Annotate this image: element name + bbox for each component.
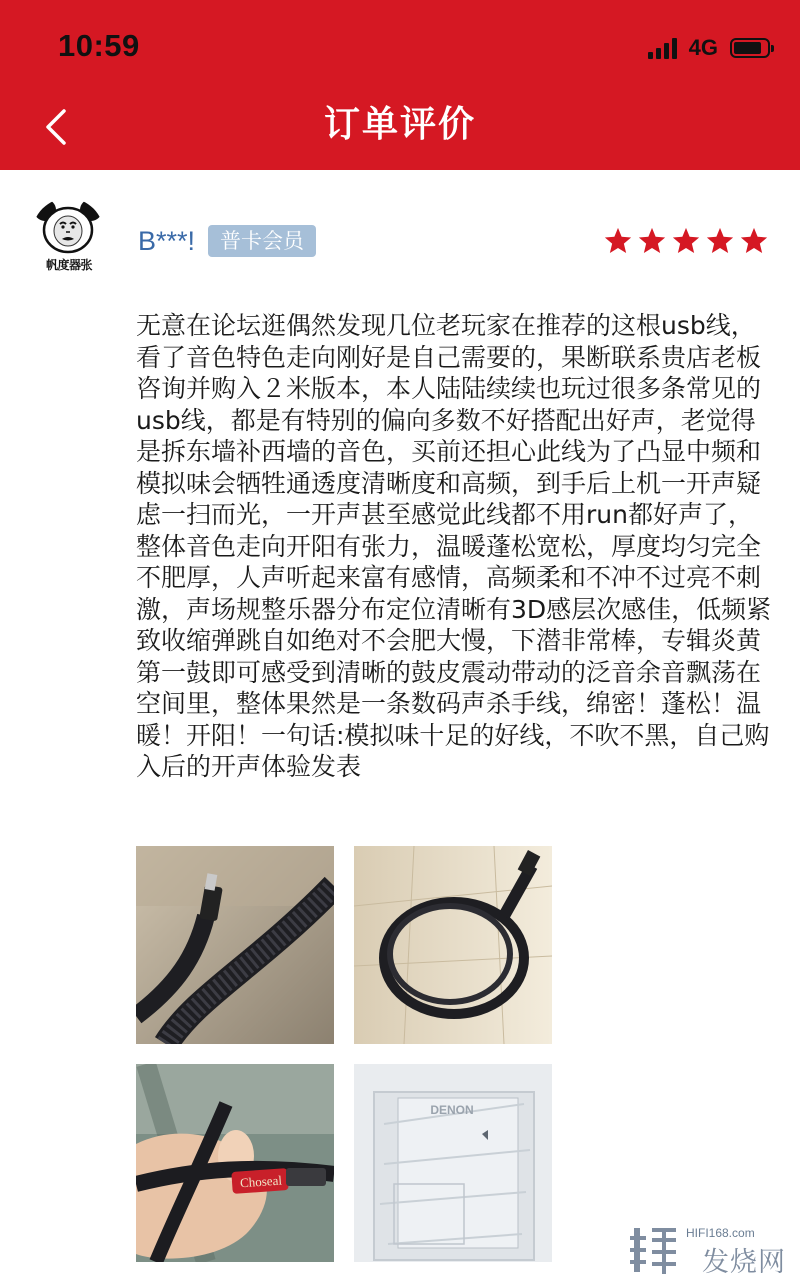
watermark-url: HIFI168.com <box>686 1226 755 1240</box>
star-icon <box>739 226 769 256</box>
status-time: 10:59 <box>58 28 140 63</box>
star-icon <box>603 226 633 256</box>
watermark-name: 发烧网 <box>702 1247 786 1278</box>
usb-cable-photo <box>136 846 334 1044</box>
cable-brand-label: Choseal <box>239 1172 283 1191</box>
denon-box-photo <box>354 1064 552 1262</box>
avatar-caption: 帆度器张 <box>45 258 92 272</box>
member-badge: 普卡会员 <box>208 225 316 257</box>
star-rating <box>603 226 769 256</box>
cable-hand-photo <box>136 1064 334 1262</box>
box-brand-label: DENON <box>430 1103 474 1117</box>
star-icon <box>671 226 701 256</box>
signal-icon <box>648 37 677 59</box>
status-indicators <box>648 34 770 62</box>
battery-icon <box>730 38 770 58</box>
hifi168-logo-icon <box>630 1222 680 1278</box>
star-icon <box>705 226 735 256</box>
review-photo-cable-coil[interactable] <box>354 846 552 1044</box>
review-photo-denon-box[interactable] <box>354 1064 552 1262</box>
header-bar <box>0 0 800 170</box>
cable-coil-photo <box>354 846 552 1044</box>
page-title: 订单评价 <box>323 104 476 145</box>
network-type: 4G <box>688 35 718 60</box>
review-photo-usb-plug[interactable] <box>136 846 334 1044</box>
review-photo-cable-in-hand[interactable] <box>136 1064 334 1262</box>
review-text: 无意在论坛逛偶然发现几位老玩家在推荐的这根usb线，看了音色特色走向刚好是自己需要的，果断联系贵店老板咨询并购入２米版本，本人陆陆续续也玩过很多条常见的usb线，都是有特别的偏向多数不好搭配出好声，老觉得是拆东墙补西墙的音色，买前还担心此线为了凸显中频和模拟味会牺牲通透度清晰度和高频，到手后上机一开声疑虑一扫而光，一开声甚至感觉此线都不用run都好声了，整体音色走向开阳有张力，温暖蓬松宽松，厚度均匀完全不肥厚，人声听起来富有感情，高频柔和不冲不过亮不刺激，声场规整乐器分布定位清晰有3D感层次感佳，低频紧致收缩弹跳自如绝对不会肥大慢，下潜非常棒，专辑炎黄第一鼓即可感受到清晰的鼓皮震动带动的泛音余音飘荡在空间里，整体果然是一条数码声杀手线，绵密！蓬松！温暖！开阳！一句话:模拟味十足的好线，不吹不黑，自己购入后的开声体验发表 <box>136 311 772 781</box>
star-icon <box>637 226 667 256</box>
reviewer-name: B***! <box>138 226 196 256</box>
hifi168-watermark <box>630 1222 790 1278</box>
